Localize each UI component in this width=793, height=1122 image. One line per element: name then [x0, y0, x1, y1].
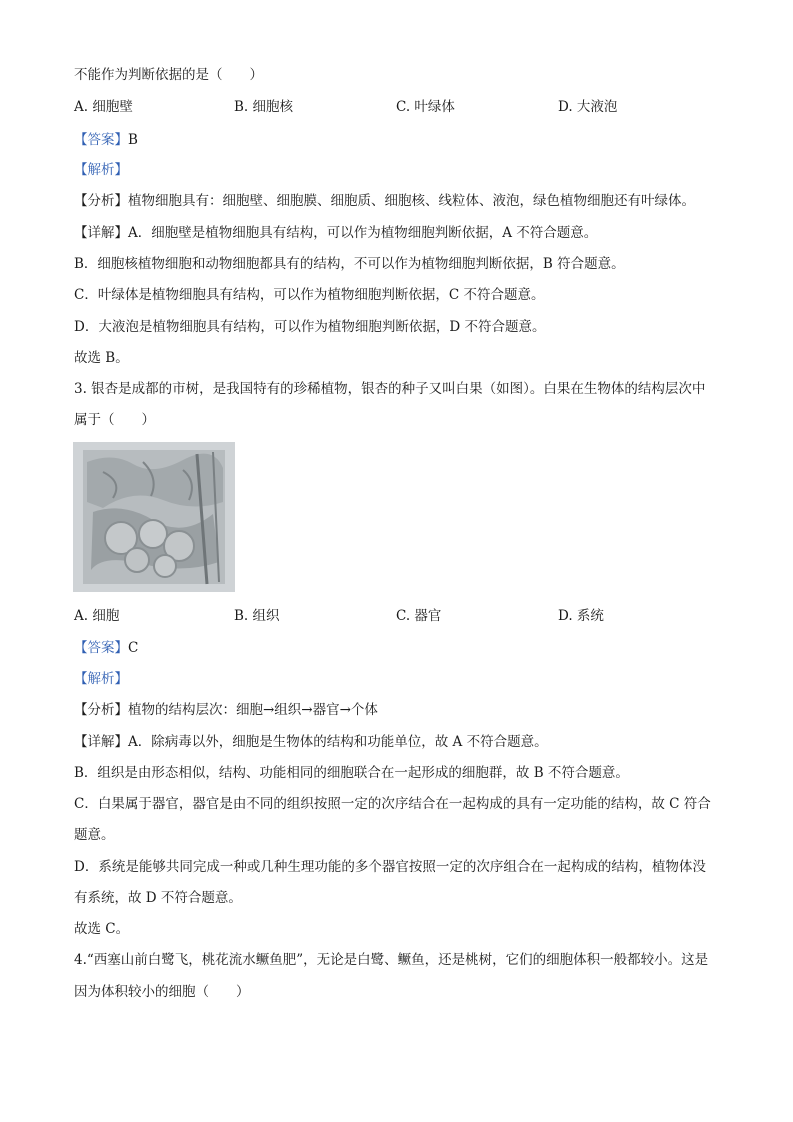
q2-detail-b: B．细胞核植物细胞和动物细胞都具有的结构，不可以作为植物细胞判断依据，B 符合题意。 — [74, 256, 625, 272]
fenxi-label: 【分析】 — [74, 193, 128, 209]
q3-detail-d-cont: 有系统，故 D 不符合题意。 — [74, 890, 242, 906]
q2-conclusion: 故选 B。 — [74, 350, 129, 366]
q3-option-c: C. 器官 — [396, 608, 442, 624]
q3-stem-line-2: 属于（ ） — [74, 412, 155, 428]
q2-detail-d: D．大液泡是植物细胞具有结构，可以作为植物细胞判断依据，D 不符合题意。 — [74, 319, 546, 335]
q2-option-a: A. 细胞壁 — [74, 99, 133, 115]
q2-option-d: D. 大液泡 — [558, 99, 618, 115]
q3-detail-c: C．白果属于器官，器官是由不同的组织按照一定的次序结合在一起构成的具有一定功能的结构，故 C 符合 — [74, 796, 711, 812]
q3-stem-line-1: 3. 银杏是成都的市树，是我国特有的珍稀植物，银杏的种子又叫白果（如图）。白果在生物体的结构层次中 — [74, 381, 706, 397]
fenxi-label: 【分析】 — [74, 702, 128, 718]
q3-fenxi-line — [74, 701, 378, 719]
q3-answer-line — [74, 639, 138, 657]
q2-fenxi-line — [74, 192, 695, 210]
q4-stem-line-1: 4.“西塞山前白鹭飞，桃花流水鳜鱼肥”，无论是白鹭、鳜鱼，还是桃树，它们的细胞体积一般都较小。这是 — [74, 952, 709, 968]
q2-detail-line-1 — [74, 224, 597, 242]
q2-analysis-label: 【解析】 — [74, 162, 128, 178]
q3-fenxi-text: 植物的结构层次：细胞→组织→器官→个体 — [128, 702, 378, 718]
q3-detail-line-1 — [74, 733, 548, 751]
q4-stem-line-2: 因为体积较小的细胞（ ） — [74, 984, 250, 1000]
q2-option-c: C. 叶绿体 — [396, 99, 455, 115]
answer-label: 【答案】 — [74, 132, 128, 148]
q3-analysis-label: 【解析】 — [74, 671, 128, 687]
q2-answer-value: B — [128, 132, 138, 148]
q2-answer-line — [74, 131, 138, 149]
q2-option-b: B. 细胞核 — [234, 99, 294, 115]
q2-stem-tail: 不能作为判断依据的是（ ） — [74, 67, 263, 83]
q3-conclusion: 故选 C。 — [74, 921, 130, 937]
q3-answer-value: C — [128, 640, 139, 656]
q2-detail-c: C．叶绿体是植物细胞具有结构，可以作为植物细胞判断依据，C 不符合题意。 — [74, 287, 545, 303]
q2-fenxi-text: 植物细胞具有：细胞壁、细胞膜、细胞质、细胞核、线粒体、液泡，绿色植物细胞还有叶绿体。 — [128, 193, 695, 209]
q3-detail-d: D．系统是能够共同完成一种或几种生理功能的多个器官按照一定的次序组合在一起构成的结构，植物体没 — [74, 859, 706, 875]
xiangjie-label: 【详解】 — [74, 225, 128, 241]
q3-detail-b: B．组织是由形态相似，结构、功能相同的细胞联合在一起形成的细胞群，故 B 不符合题意。 — [74, 765, 629, 781]
ginkgo-seed-photo — [73, 442, 235, 592]
answer-label: 【答案】 — [74, 640, 128, 656]
xiangjie-label: 【详解】 — [74, 734, 128, 750]
q3-detail-a: A．除病毒以外，细胞是生物体的结构和功能单位，故 A 不符合题意。 — [128, 734, 548, 750]
q3-option-b: B. 组织 — [234, 608, 280, 624]
q3-detail-c-cont: 题意。 — [74, 827, 115, 843]
q2-detail-a: A．细胞壁是植物细胞具有结构，可以作为植物细胞判断依据，A 不符合题意。 — [128, 225, 598, 241]
q3-option-d: D. 系统 — [558, 608, 604, 624]
q3-option-a: A. 细胞 — [74, 608, 120, 624]
